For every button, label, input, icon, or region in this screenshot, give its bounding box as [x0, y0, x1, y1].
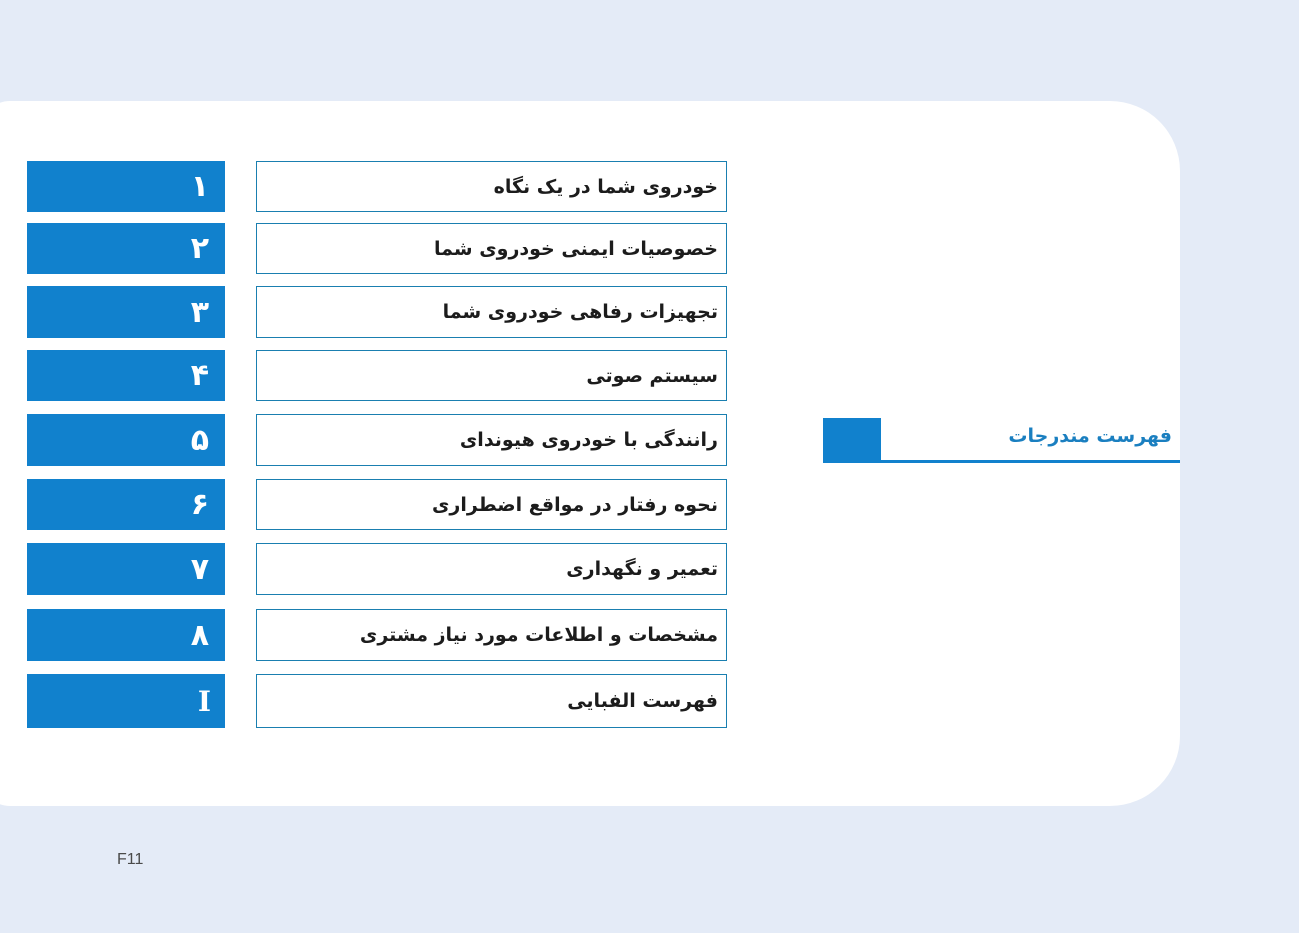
chapter-number-index[interactable]: I	[27, 674, 225, 728]
section-heading	[823, 418, 1180, 463]
chapter-title-index[interactable]: فهرست الفبایی	[256, 674, 727, 728]
chapter-number-1[interactable]: ۱	[27, 161, 225, 212]
page-code: F11	[117, 851, 144, 868]
chapter-title-8[interactable]: مشخصات و اطلاعات مورد نیاز مشتری	[256, 609, 727, 661]
chapter-title-3[interactable]: تجهیزات رفاهی خودروی شما	[256, 286, 727, 338]
chapter-number-2[interactable]: ۲	[27, 223, 225, 274]
chapter-title-7[interactable]: تعمیر و نگهداری	[256, 543, 727, 595]
chapter-title-6[interactable]: نحوه رفتار در مواقع اضطراری	[256, 479, 727, 530]
chapter-number-3[interactable]: ۳	[27, 286, 225, 338]
chapter-number-4[interactable]: ۴	[27, 350, 225, 401]
chapter-title-1[interactable]: خودروی شما در یک نگاه	[256, 161, 727, 212]
chapter-number-6[interactable]: ۶	[27, 479, 225, 530]
heading-accent-block	[823, 418, 881, 463]
chapter-number-5[interactable]: ۵	[27, 414, 225, 466]
heading-underline	[881, 460, 1180, 463]
page-title: فهرست مندرجات	[1008, 425, 1172, 447]
chapter-title-5[interactable]: رانندگی با خودروی هیوندای	[256, 414, 727, 466]
chapter-number-7[interactable]: ۷	[27, 543, 225, 595]
chapter-title-4[interactable]: سیستم صوتی	[256, 350, 727, 401]
chapter-title-2[interactable]: خصوصیات ایمنی خودروی شما	[256, 223, 727, 274]
chapter-number-8[interactable]: ۸	[27, 609, 225, 661]
